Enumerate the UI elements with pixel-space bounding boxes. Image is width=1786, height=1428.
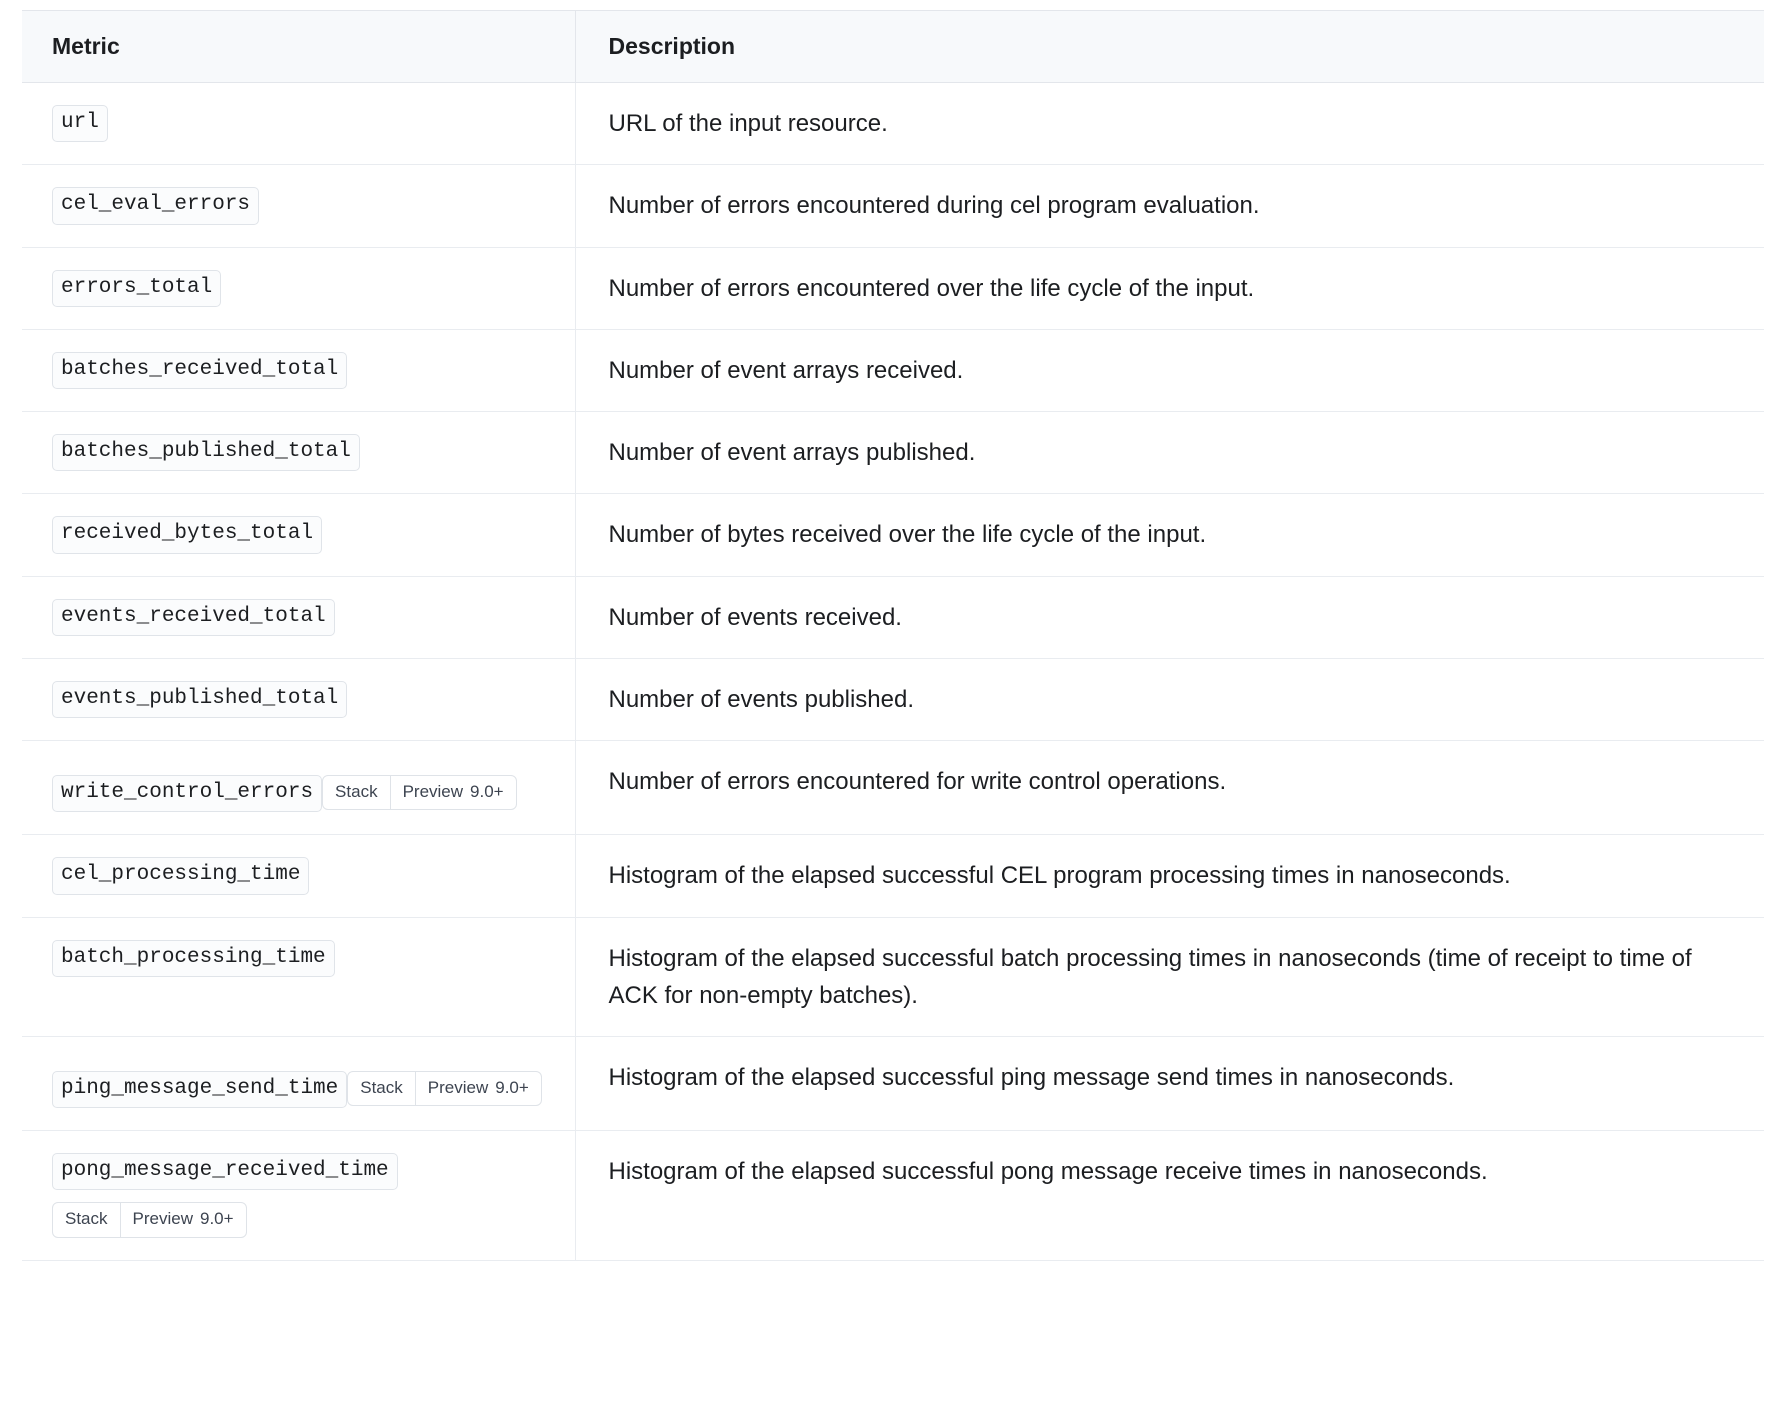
column-header-description: Description	[575, 11, 1764, 83]
description-cell: Histogram of the elapsed successful pong message receive times in nanoseconds.	[575, 1131, 1764, 1261]
description-cell: Number of events received.	[575, 576, 1764, 658]
table-row	[22, 83, 1764, 165]
metric-cell	[22, 576, 575, 658]
badge-preview-label: Preview	[427, 1077, 489, 1097]
metric-name: cel_eval_errors	[52, 187, 259, 224]
badge-preview	[390, 776, 516, 809]
table-row	[22, 1131, 1764, 1261]
table-row	[22, 412, 1764, 494]
badge-preview	[415, 1072, 541, 1105]
badge-preview	[120, 1203, 246, 1236]
metric-name: cel_processing_time	[52, 857, 309, 894]
table-row	[22, 835, 1764, 917]
metric-name: write_control_errors	[52, 775, 322, 812]
description-cell: URL of the input resource.	[575, 83, 1764, 165]
metric-cell	[22, 658, 575, 740]
table-header	[22, 11, 1764, 83]
metric-cell	[22, 412, 575, 494]
metric-name: events_received_total	[52, 599, 335, 636]
description-cell: Number of event arrays published.	[575, 412, 1764, 494]
badge-version-label: 9.0+	[470, 782, 504, 801]
availability-badges	[322, 775, 517, 810]
table-row	[22, 576, 1764, 658]
metric-cell	[22, 1036, 575, 1130]
metric-cell	[22, 83, 575, 165]
metric-cell	[22, 329, 575, 411]
badge-preview-label: Preview	[132, 1209, 193, 1229]
metric-name: events_published_total	[52, 681, 347, 718]
metric-cell	[22, 247, 575, 329]
metric-cell	[22, 917, 575, 1036]
metric-name: received_bytes_total	[52, 516, 322, 553]
metric-cell	[22, 1131, 575, 1261]
badge-preview-label: Preview	[402, 782, 464, 801]
description-cell: Number of event arrays received.	[575, 329, 1764, 411]
metric-name: batches_published_total	[52, 434, 360, 471]
description-cell: Number of errors encountered during cel program evaluation.	[575, 165, 1764, 247]
description-cell: Number of bytes received over the life cycle of the input.	[575, 494, 1764, 576]
table-row	[22, 165, 1764, 247]
description-cell: Number of events published.	[575, 658, 1764, 740]
column-header-metric: Metric	[22, 11, 575, 83]
badge-version-label: 9.0+	[200, 1209, 234, 1229]
availability-badges	[52, 1202, 247, 1237]
metric-name: batch_processing_time	[52, 940, 335, 977]
badge-stack: Stack	[360, 1077, 403, 1097]
description-cell: Number of errors encountered for write control operations.	[575, 741, 1764, 835]
metrics-table	[22, 10, 1764, 1261]
badge-stack: Stack	[335, 782, 378, 801]
description-cell: Histogram of the elapsed successful batch processing times in nanoseconds (time of receipt to time of ACK for non-empty batches).	[575, 917, 1764, 1036]
metric-cell	[22, 741, 575, 835]
table-row	[22, 1036, 1764, 1130]
metric-name: url	[52, 105, 108, 142]
description-cell: Histogram of the elapsed successful ping message send times in nanoseconds.	[575, 1036, 1764, 1130]
metric-cell	[22, 165, 575, 247]
table-header-row	[22, 11, 1764, 83]
metric-name: errors_total	[52, 270, 221, 307]
table-row	[22, 917, 1764, 1036]
table-row	[22, 658, 1764, 740]
metric-name: batches_received_total	[52, 352, 347, 389]
table-row	[22, 741, 1764, 835]
metric-cell	[22, 835, 575, 917]
availability-badges	[347, 1071, 542, 1106]
table-row	[22, 247, 1764, 329]
table-body	[22, 83, 1764, 1261]
description-cell: Number of errors encountered over the life cycle of the input.	[575, 247, 1764, 329]
metric-name: pong_message_received_time	[52, 1153, 398, 1190]
badge-version-label: 9.0+	[495, 1077, 529, 1097]
metric-name: ping_message_send_time	[52, 1071, 347, 1108]
table-row	[22, 329, 1764, 411]
metric-cell	[22, 494, 575, 576]
badge-stack: Stack	[65, 1209, 108, 1229]
description-cell: Histogram of the elapsed successful CEL program processing times in nanoseconds.	[575, 835, 1764, 917]
table-row	[22, 494, 1764, 576]
